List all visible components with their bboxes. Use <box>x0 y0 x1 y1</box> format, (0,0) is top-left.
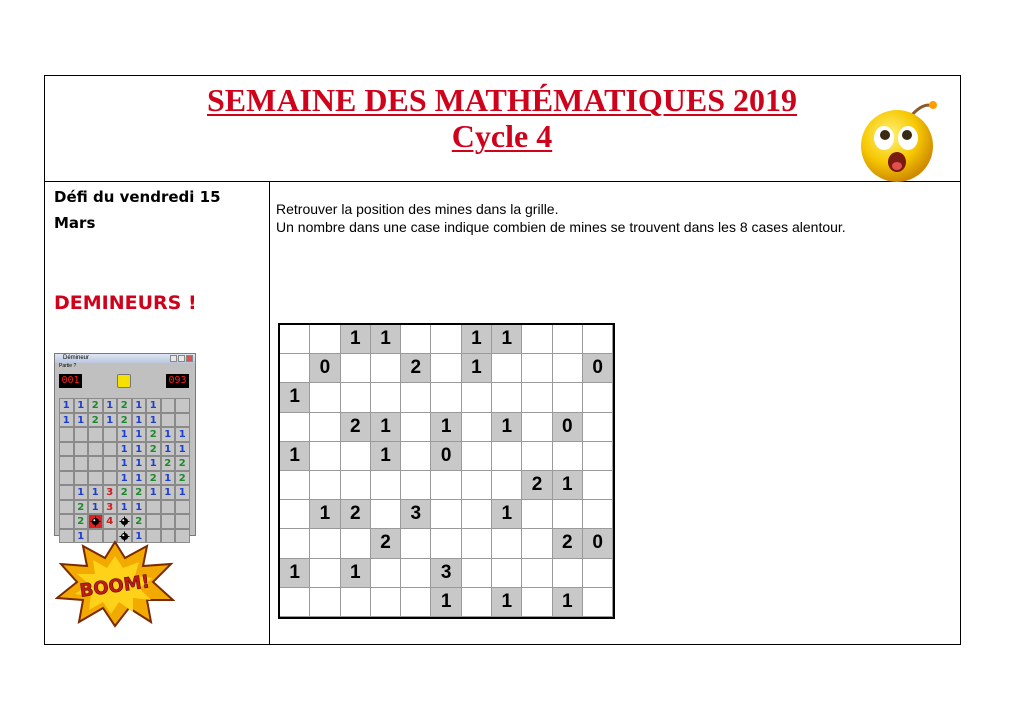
boom-explosion-icon <box>55 538 175 628</box>
puzzle-cell: 3 <box>431 559 461 588</box>
minesweeper-cell <box>59 427 74 442</box>
minesweeper-cell <box>103 471 118 486</box>
puzzle-cell <box>462 529 492 558</box>
puzzle-cell: 1 <box>492 413 522 442</box>
minesweeper-cell <box>59 485 74 500</box>
minesweeper-cell <box>88 471 103 486</box>
minesweeper-cell: 1 <box>161 442 176 457</box>
minesweeper-cell: 2 <box>74 500 89 515</box>
minesweeper-cell <box>146 514 161 529</box>
puzzle-cell: 0 <box>553 413 583 442</box>
puzzle-cell <box>280 529 310 558</box>
puzzle-cell: 0 <box>583 529 613 558</box>
puzzle-cell: 1 <box>341 325 371 354</box>
minesweeper-cell: 1 <box>88 500 103 515</box>
minesweeper-cell: 3 <box>103 500 118 515</box>
minesweeper-menu: Partie ? <box>59 363 77 369</box>
puzzle-cell <box>371 383 401 412</box>
puzzle-cell <box>462 559 492 588</box>
puzzle-cell <box>341 471 371 500</box>
minesweeper-cell: 1 <box>146 398 161 413</box>
minesweeper-cell <box>59 471 74 486</box>
puzzle-cell: 2 <box>341 500 371 529</box>
minesweeper-cell: 2 <box>146 442 161 457</box>
puzzle-cell: 1 <box>492 325 522 354</box>
minesweeper-cell: 2 <box>88 413 103 428</box>
minesweeper-cell: 2 <box>117 398 132 413</box>
puzzle-cell <box>553 354 583 383</box>
bomb-emoji-icon <box>853 94 945 186</box>
puzzle-cell <box>371 588 401 617</box>
page-title: SEMAINE DES MATHÉMATIQUES 2019 <box>207 82 797 118</box>
puzzle-cell <box>522 383 552 412</box>
puzzle-cell <box>310 588 340 617</box>
puzzle-cell: 0 <box>583 354 613 383</box>
puzzle-cell <box>522 500 552 529</box>
puzzle-cell <box>553 500 583 529</box>
mine-icon <box>117 514 132 529</box>
puzzle-cell <box>553 559 583 588</box>
minesweeper-cell: 1 <box>175 485 190 500</box>
minesweeper-cell: 1 <box>117 471 132 486</box>
puzzle-cell: 1 <box>371 442 401 471</box>
puzzle-cell <box>522 559 552 588</box>
minesweeper-cell: 1 <box>88 485 103 500</box>
puzzle-cell <box>310 529 340 558</box>
page-subtitle: Cycle 4 <box>451 118 553 154</box>
puzzle-cell <box>522 442 552 471</box>
puzzle-cell <box>492 383 522 412</box>
minesweeper-cell <box>103 456 118 471</box>
puzzle-cell: 1 <box>462 354 492 383</box>
minesweeper-cell: 1 <box>132 456 147 471</box>
puzzle-cell: 0 <box>310 354 340 383</box>
puzzle-cell <box>583 325 613 354</box>
puzzle-cell <box>583 383 613 412</box>
minesweeper-cell <box>59 456 74 471</box>
puzzle-cell <box>280 354 310 383</box>
puzzle-cell <box>492 559 522 588</box>
close-icon <box>186 355 193 362</box>
puzzle-cell <box>583 500 613 529</box>
minesweeper-cell: 2 <box>74 514 89 529</box>
minesweeper-cell: 1 <box>132 471 147 486</box>
minesweeper-grid <box>59 398 190 543</box>
minesweeper-cell <box>161 514 176 529</box>
puzzle-cell <box>492 354 522 383</box>
puzzle-cell <box>522 325 552 354</box>
minesweeper-cell: 1 <box>161 471 176 486</box>
puzzle-cell <box>431 529 461 558</box>
puzzle-cell <box>522 413 552 442</box>
minesweeper-cell <box>88 427 103 442</box>
puzzle-cell <box>310 559 340 588</box>
puzzle-cell <box>310 471 340 500</box>
puzzle-cell: 1 <box>492 588 522 617</box>
puzzle-cell <box>341 529 371 558</box>
puzzle-cell <box>583 413 613 442</box>
puzzle-cell: 1 <box>341 559 371 588</box>
puzzle-cell <box>583 442 613 471</box>
right-cell <box>270 182 961 645</box>
puzzle-cell <box>522 354 552 383</box>
minesweeper-cell <box>175 514 190 529</box>
minesweeper-window-title: Démineur <box>63 355 90 361</box>
puzzle-cell <box>462 588 492 617</box>
minesweeper-cell <box>175 529 190 544</box>
minesweeper-cell <box>103 442 118 457</box>
puzzle-cell <box>431 500 461 529</box>
puzzle-cell <box>522 588 552 617</box>
puzzle-cell <box>553 442 583 471</box>
minesweeper-cell <box>175 500 190 515</box>
puzzle-cell <box>583 471 613 500</box>
smiley-icon <box>117 374 131 388</box>
puzzle-cell: 0 <box>431 442 461 471</box>
puzzle-cell: 1 <box>553 471 583 500</box>
puzzle-cell <box>553 325 583 354</box>
minesweeper-cell: 1 <box>132 413 147 428</box>
minesweeper-cell: 1 <box>132 398 147 413</box>
minesweeper-cell: 1 <box>146 413 161 428</box>
puzzle-cell: 1 <box>280 383 310 412</box>
minesweeper-cell <box>161 413 176 428</box>
minesweeper-cell: 2 <box>132 485 147 500</box>
puzzle-cell: 2 <box>401 354 431 383</box>
minesweeper-cell: 3 <box>103 485 118 500</box>
puzzle-cell: 1 <box>280 442 310 471</box>
minesweeper-cell <box>175 398 190 413</box>
puzzle-cell <box>462 500 492 529</box>
minesweeper-cell: 1 <box>161 427 176 442</box>
minesweeper-cell: 1 <box>132 500 147 515</box>
puzzle-cell <box>341 588 371 617</box>
minesweeper-cell: 1 <box>161 485 176 500</box>
minesweeper-cell: 2 <box>117 413 132 428</box>
puzzle-cell <box>371 500 401 529</box>
puzzle-cell <box>431 325 461 354</box>
puzzle-cell: 2 <box>553 529 583 558</box>
puzzle-cell <box>431 354 461 383</box>
puzzle-cell: 1 <box>431 588 461 617</box>
minesweeper-titlebar <box>55 354 195 363</box>
puzzle-cell <box>371 559 401 588</box>
puzzle-cell: 1 <box>310 500 340 529</box>
minesweeper-cell: 1 <box>117 500 132 515</box>
minesweeper-cell: 1 <box>175 442 190 457</box>
minesweeper-cell <box>59 500 74 515</box>
challenge-date: Défi du vendredi 15 Mars <box>54 188 221 232</box>
window-controls <box>170 355 193 362</box>
puzzle-cell <box>462 442 492 471</box>
puzzle-cell <box>310 325 340 354</box>
minesweeper-cell: 1 <box>74 398 89 413</box>
puzzle-cell <box>341 442 371 471</box>
mine-icon <box>88 514 103 529</box>
minesweeper-cell: 1 <box>74 413 89 428</box>
minesweeper-cell: 1 <box>103 413 118 428</box>
minesweeper-cell <box>88 456 103 471</box>
mine-counter: 001 <box>59 374 82 388</box>
puzzle-cell <box>462 471 492 500</box>
puzzle-cell <box>492 529 522 558</box>
minesweeper-cell: 1 <box>146 485 161 500</box>
puzzle-cell <box>280 471 310 500</box>
puzzle-cell: 1 <box>553 588 583 617</box>
puzzle-cell <box>401 442 431 471</box>
minesweeper-cell: 1 <box>59 398 74 413</box>
minesweeper-cell: 4 <box>103 514 118 529</box>
minesweeper-cell: 2 <box>161 456 176 471</box>
minesweeper-cell: 1 <box>146 456 161 471</box>
minesweeper-puzzle-grid <box>278 323 615 619</box>
puzzle-cell: 1 <box>492 500 522 529</box>
left-cell <box>45 182 270 645</box>
minesweeper-cell: 1 <box>103 398 118 413</box>
minesweeper-cell: 2 <box>175 456 190 471</box>
puzzle-cell <box>280 500 310 529</box>
puzzle-cell: 1 <box>371 413 401 442</box>
minesweeper-cell: 2 <box>88 398 103 413</box>
minesweeper-cell: 2 <box>146 427 161 442</box>
minesweeper-cell <box>161 398 176 413</box>
minesweeper-cell: 1 <box>117 427 132 442</box>
puzzle-cell: 3 <box>401 500 431 529</box>
puzzle-cell <box>401 471 431 500</box>
boom-text: BOOM! <box>78 571 152 602</box>
puzzle-cell <box>401 588 431 617</box>
puzzle-cell <box>401 383 431 412</box>
minesweeper-cell: 1 <box>117 442 132 457</box>
puzzle-cell <box>462 413 492 442</box>
minimize-icon <box>170 355 177 362</box>
minesweeper-cell: 1 <box>59 413 74 428</box>
instructions <box>276 200 956 236</box>
minesweeper-cell <box>175 413 190 428</box>
minesweeper-cell: 1 <box>74 529 89 544</box>
puzzle-cell: 1 <box>280 559 310 588</box>
minesweeper-cell: 1 <box>132 442 147 457</box>
puzzle-cell <box>371 471 401 500</box>
puzzle-cell: 1 <box>371 325 401 354</box>
puzzle-cell <box>341 354 371 383</box>
puzzle-cell <box>310 442 340 471</box>
puzzle-cell <box>341 383 371 412</box>
minesweeper-cell <box>103 427 118 442</box>
minesweeper-cell: 2 <box>132 514 147 529</box>
minesweeper-cell <box>74 427 89 442</box>
minesweeper-cell <box>59 514 74 529</box>
timer: 093 <box>166 374 189 388</box>
puzzle-cell <box>401 559 431 588</box>
puzzle-cell <box>280 588 310 617</box>
puzzle-cell <box>553 383 583 412</box>
minesweeper-cell <box>88 442 103 457</box>
puzzle-cell <box>310 413 340 442</box>
minesweeper-cell <box>74 456 89 471</box>
puzzle-cell <box>280 413 310 442</box>
minesweeper-cell: 1 <box>74 485 89 500</box>
puzzle-cell <box>431 471 461 500</box>
minesweeper-cell: 1 <box>175 427 190 442</box>
puzzle-cell <box>280 325 310 354</box>
puzzle-cell <box>492 442 522 471</box>
minesweeper-cell: 2 <box>175 471 190 486</box>
minesweeper-window-image <box>54 353 196 542</box>
title-row <box>45 76 960 182</box>
puzzle-cell <box>401 529 431 558</box>
puzzle-cell <box>401 413 431 442</box>
minesweeper-cell: 1 <box>132 529 147 544</box>
document-frame <box>44 75 961 645</box>
puzzle-cell <box>431 383 461 412</box>
puzzle-cell <box>583 559 613 588</box>
puzzle-cell <box>371 354 401 383</box>
minesweeper-cell: 1 <box>132 427 147 442</box>
minesweeper-counters <box>55 370 195 394</box>
puzzle-cell: 2 <box>341 413 371 442</box>
puzzle-cell <box>492 471 522 500</box>
puzzle-cell <box>522 529 552 558</box>
game-title: DEMINEURS ! <box>54 292 197 314</box>
instruction-line-2: Un nombre dans une case indique combien de mines se trouvent dans les 8 cases alentour. <box>276 219 846 235</box>
maximize-icon <box>178 355 185 362</box>
minesweeper-cell: 1 <box>117 456 132 471</box>
minesweeper-cell <box>59 442 74 457</box>
puzzle-cell: 2 <box>371 529 401 558</box>
minesweeper-cell: 2 <box>146 471 161 486</box>
puzzle-cell: 2 <box>522 471 552 500</box>
puzzle-cell: 1 <box>462 325 492 354</box>
puzzle-cell: 1 <box>431 413 461 442</box>
instruction-line-1: Retrouver la position des mines dans la grille. <box>276 201 559 217</box>
minesweeper-cell <box>161 500 176 515</box>
minesweeper-cell <box>74 471 89 486</box>
puzzle-cell <box>310 383 340 412</box>
minesweeper-cell: 2 <box>117 485 132 500</box>
puzzle-cell <box>401 325 431 354</box>
puzzle-cell <box>583 588 613 617</box>
puzzle-cell <box>462 383 492 412</box>
minesweeper-cell <box>74 442 89 457</box>
minesweeper-cell <box>146 500 161 515</box>
